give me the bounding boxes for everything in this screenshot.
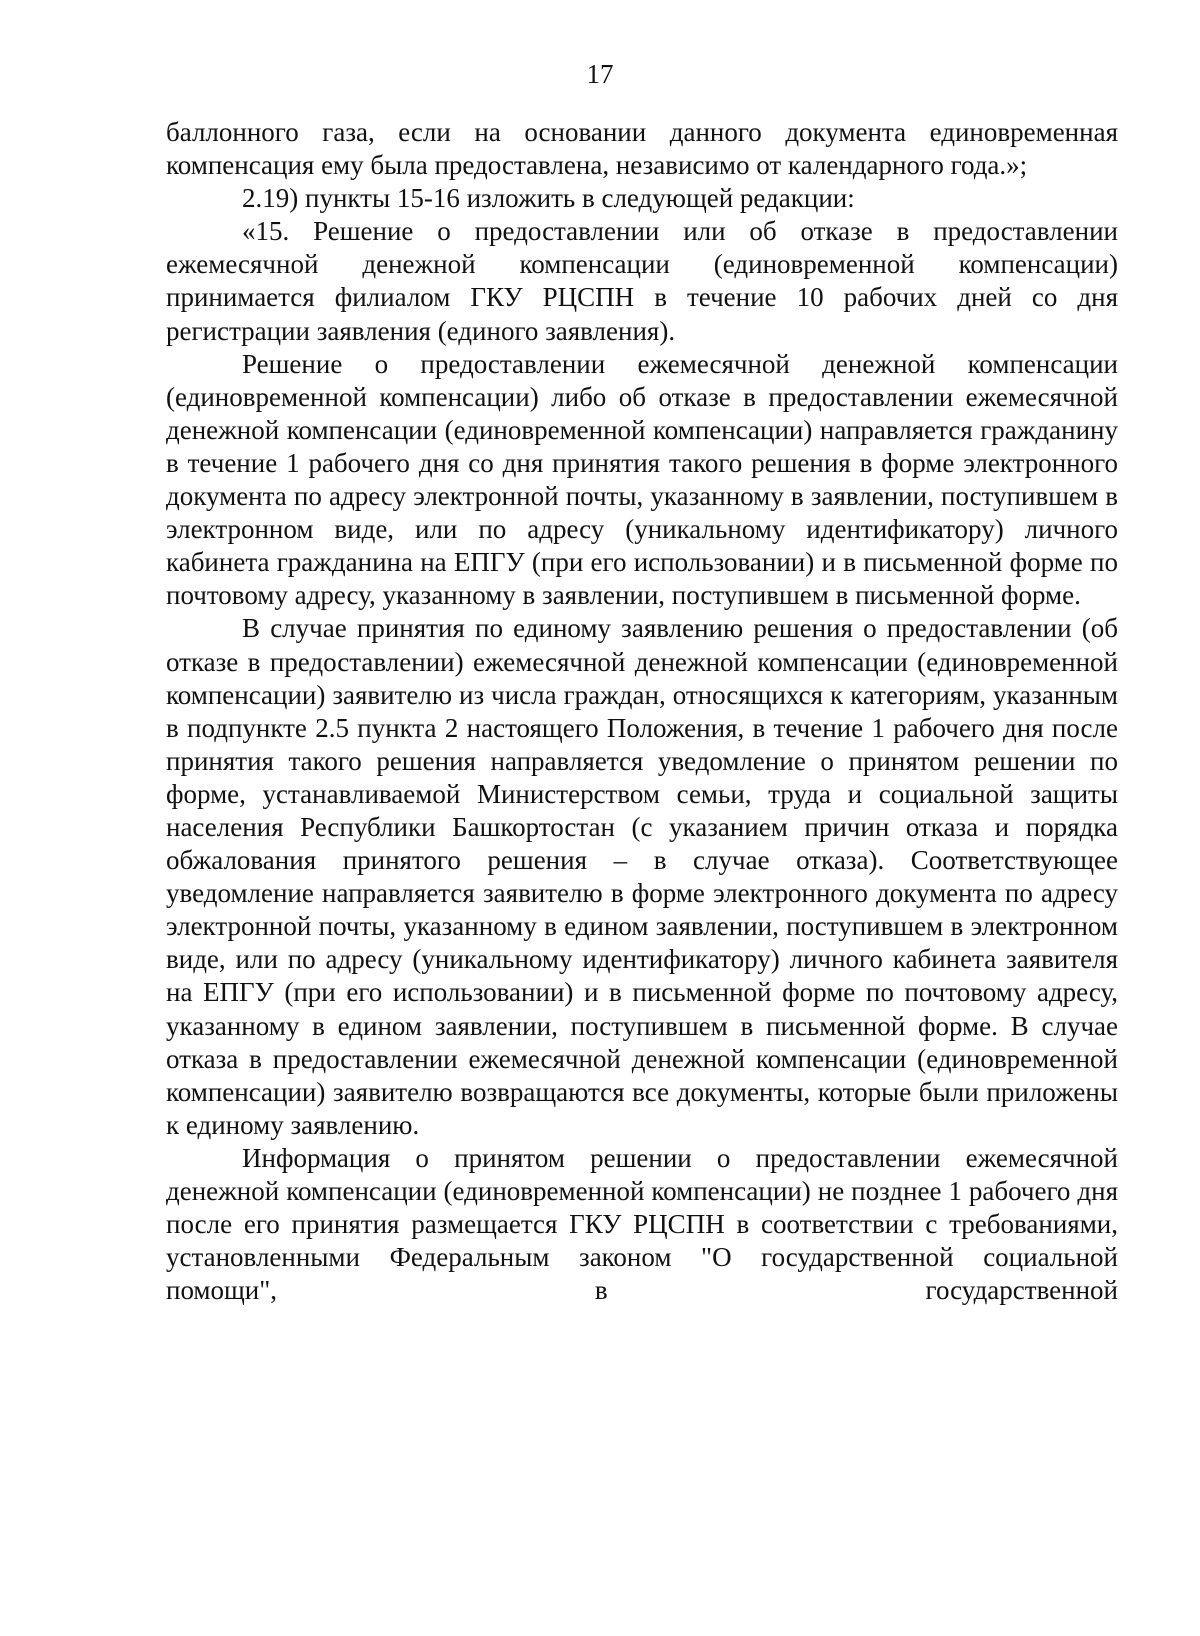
paragraph-single-application: В случае принятия по единому заявлению решения о предоставлении (об отказе в предоставлении) ежемесячной денежной компенсации (единовременной компенсации) заявителю из числа граждан, относящихся к категориям, указанным в подпункте 2.5 пункта 2 настоящего Положения, в течение 1 рабочего дня после принятия такого решения направляется уведомление о принятом решении по форме, устанавливаемой Министерством семьи, труда и социальной защиты населения Республики Башкортостан (с указанием причин отказа и порядка обжалования принятого решения – в случае отказа). Соответствующее уведомление направляется заявителю в форме электронного документа по адресу электронной почты, указанному в едином заявлении, поступившем в электронном виде, или по адресу (уникальному идентификатору) личного кабинета заявителя на ЕПГУ (при его использовании) и в письменной форме по почтовому адресу, указанному в едином заявлении, поступившем в письменной форме. В случае отказа в предоставлении ежемесячной денежной компенсации (единовременной компенсации) заявителю возвращаются все документы, которые были приложены к единому заявлению.: [166, 613, 1118, 1140]
document-body: [166, 116, 1118, 1307]
paragraph-decision-notification: Решение о предоставлении ежемесячной денежной компенсации (единовременной компенсации) либо об отказе в предоставлении ежемесячной денежной компенсации (единовременной компенсации) направляется гражданину в течение 1 рабочего дня со дня принятия такого решения в форме электронного документа по адресу электронной почты, указанному в заявлении, поступившем в электронном виде, или по адресу (уникальному идентификатору) личного кабинета гражданина на ЕПГУ (при его использовании) и в письменной форме по почтовому адресу, указанному в заявлении, поступившем в письменной форме.: [166, 348, 1118, 611]
page-number: 17: [586, 59, 614, 89]
paragraph-clause-15: «15. Решение о предоставлении или об отказе в предоставлении ежемесячной денежной компенсации (единовременной компенсации) принимается филиалом ГКУ РЦСПН в течение 10 рабочих дней со дня регистрации заявления (единого заявления).: [166, 216, 1118, 346]
paragraph-continuation: баллонного газа, если на основании данного документа единовременная компенсация ему была предоставлена, независимо от календарного года.»;: [166, 117, 1118, 181]
paragraph-information-posting: Информация о принятом решении о предоставлении ежемесячной денежной компенсации (единовременной компенсации) не позднее 1 рабочего дня после его принятия размещается ГКУ РЦСПН в соответствии с требованиями, установленными Федеральным законом "О государственной социальной помощи", в государственной: [166, 1142, 1118, 1306]
paragraph-amendment-item: 2.19) пункты 15-16 изложить в следующей редакции:: [242, 183, 855, 214]
